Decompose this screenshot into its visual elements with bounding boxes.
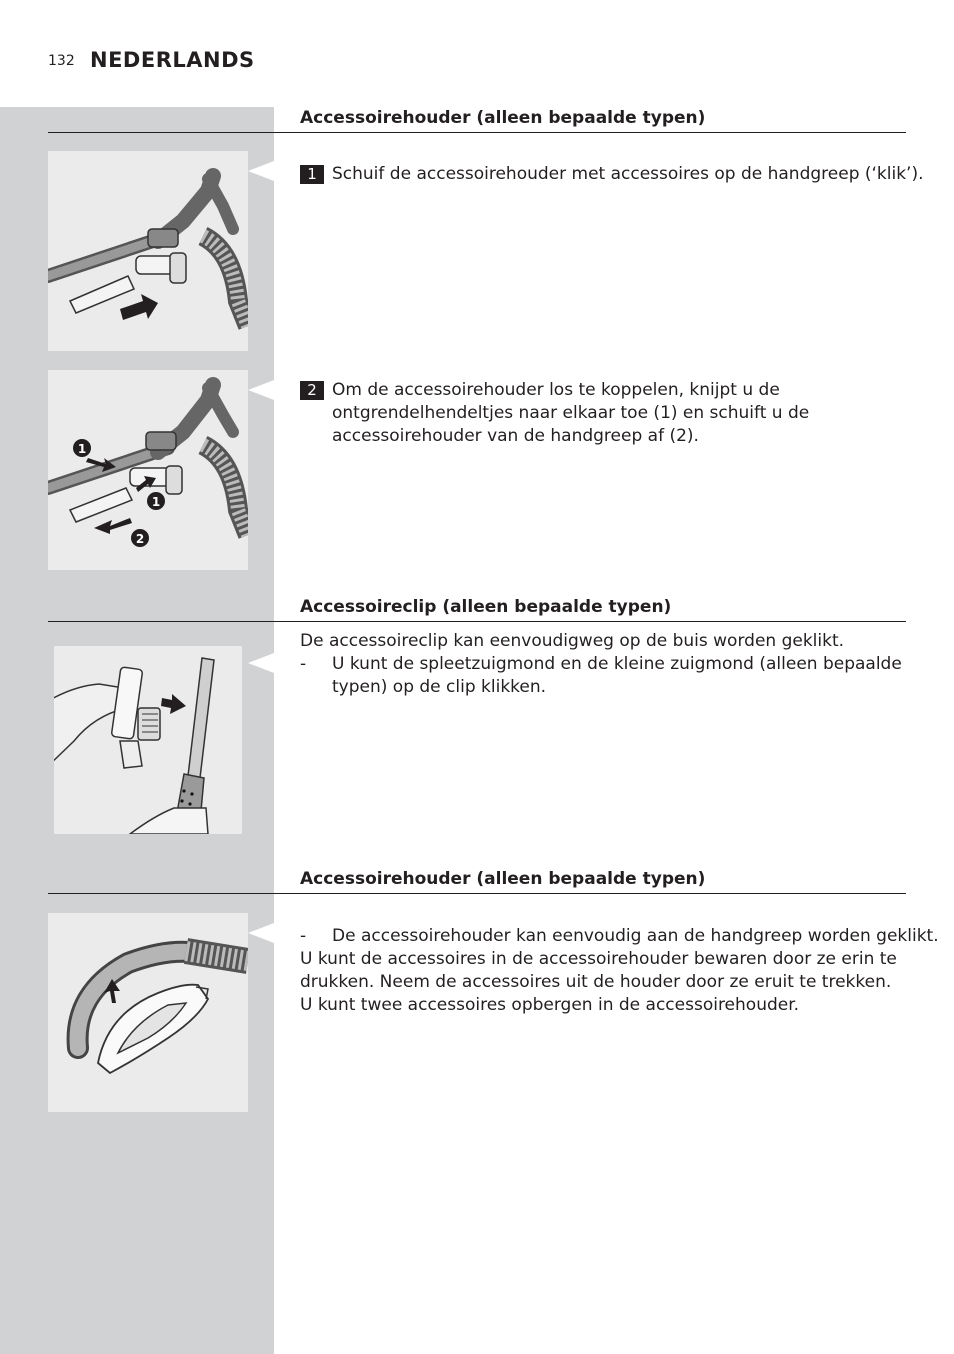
accessory-clip-illustration — [54, 646, 242, 834]
body-line: U kunt twee accessoires opbergen in de accessoirehouder. — [300, 995, 800, 1015]
callout-2: 2 — [135, 532, 145, 546]
section-heading-accessory-holder-2: Accessoirehouder (alleen bepaalde typen) — [300, 869, 706, 889]
bullet-line: U kunt de spleetzuigmond en de kleine zuigmond (alleen bepaalde — [332, 654, 902, 674]
page-language-title: NEDERLANDS — [90, 48, 255, 72]
holder-bullet — [300, 925, 939, 948]
step-number-badge: 2 — [300, 381, 324, 400]
section-rule — [48, 893, 906, 894]
step-text-line: ontgrendelhendeltjes naar elkaar toe (1) en schuift u de — [332, 403, 810, 423]
figure-handle-holder — [48, 913, 248, 1112]
figure-accessory-clip — [54, 646, 242, 834]
attach-holder-illustration — [48, 151, 248, 351]
step-text-line: accessoirehouder van de handgreep af (2). — [332, 426, 699, 446]
step-text-line: Om de accessoirehouder los te koppelen, knijpt u de — [332, 380, 780, 400]
callout-1-lever: 1 — [151, 495, 161, 509]
section-rule — [48, 621, 906, 622]
clip-description — [300, 630, 906, 699]
page-number: 132 — [48, 53, 75, 69]
section-rule — [48, 132, 906, 133]
bullet-line: typen) op de clip klikken. — [332, 677, 547, 697]
clip-bullet — [300, 653, 906, 699]
callout-1: 1 — [77, 442, 87, 456]
figure-pointer — [248, 653, 274, 673]
bullet-dash: - — [300, 926, 307, 946]
section-heading-accessory-holder: Accessoirehouder (alleen bepaalde typen) — [300, 108, 706, 128]
step-text: Schuif de accessoirehouder met accessoires op de handgreep (‘klik’). — [332, 164, 924, 184]
bullet-dash: - — [300, 654, 307, 674]
figure-pointer — [248, 923, 274, 943]
figure-detach-holder — [48, 370, 248, 570]
figure-pointer — [248, 380, 274, 400]
detach-holder-illustration — [48, 370, 248, 570]
holder-description — [300, 925, 939, 1017]
clip-intro: De accessoireclip kan eenvoudigweg op de buis worden geklikt. — [300, 631, 845, 651]
body-line: U kunt de accessoires in de accessoirehouder bewaren door ze erin te — [300, 949, 897, 969]
bullet-line: De accessoirehouder kan eenvoudig aan de handgreep worden geklikt. — [332, 926, 939, 946]
section-heading-accessory-clip: Accessoireclip (alleen bepaalde typen) — [300, 597, 672, 617]
figure-attach-holder — [48, 151, 248, 351]
step-text — [332, 379, 809, 448]
figure-pointer — [248, 161, 274, 181]
body-line: drukken. Neem de accessoires uit de houder door ze eruit te trekken. — [300, 972, 892, 992]
handle-holder-illustration — [48, 913, 248, 1112]
step-number-badge: 1 — [300, 165, 324, 184]
